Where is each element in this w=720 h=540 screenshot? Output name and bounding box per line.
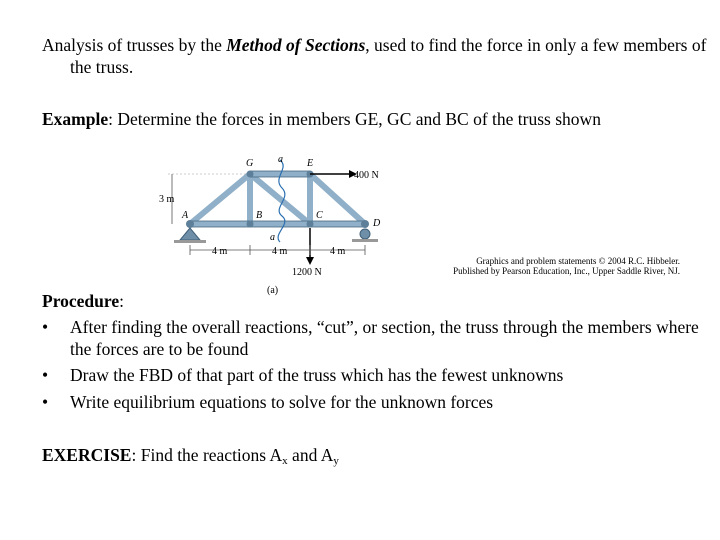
joint-a-dot — [186, 220, 194, 228]
bullet-marker: • — [42, 392, 49, 412]
roller-support-d — [360, 229, 370, 239]
member-ag — [190, 174, 250, 224]
label-height: 3 m — [159, 194, 175, 205]
procedure-step-text: After finding the overall reactions, “cut”, or section, the truss through the members where the forces are to be found — [70, 317, 699, 359]
intro-text-before: Analysis of trusses by the — [42, 35, 227, 55]
ground-d — [352, 239, 378, 242]
procedure-step-text: Write equilibrium equations to solve for the unknown forces — [70, 392, 494, 412]
truss-figure — [150, 150, 450, 300]
procedure-step-text: Draw the FBD of that part of the truss which has the fewest unknowns — [70, 365, 564, 385]
joint-g-dot — [247, 171, 254, 178]
label-span-left: 4 m — [212, 246, 228, 257]
exercise-text: : Find the reactions A — [131, 445, 283, 465]
bullet-marker: • — [42, 365, 49, 385]
label-a: A — [182, 210, 189, 221]
figure-caption: (a) — [267, 285, 279, 296]
label-400n: 400 N — [354, 170, 379, 181]
procedure-heading — [42, 290, 692, 312]
joint-d-dot — [361, 220, 369, 228]
method-of-sections-term: Method of Sections — [226, 35, 366, 55]
pin-support-a — [180, 228, 200, 240]
example-paragraph — [42, 108, 720, 130]
subscript-x: x — [282, 455, 288, 467]
bullet-marker: • — [42, 317, 49, 337]
ground-a — [174, 240, 206, 243]
procedure-step — [42, 391, 710, 413]
label-d: D — [373, 218, 381, 229]
label-c: C — [316, 210, 323, 221]
label-span-right: 4 m — [330, 246, 346, 257]
joint-c-dot — [307, 221, 314, 228]
label-1200n: 1200 N — [292, 267, 322, 278]
image-credit: Graphics and problem statements © 2004 R.C. Hibbeler. Published by Pearson Education, Inc., Upper Saddle River, NJ. — [453, 256, 680, 276]
intro-text-after: , used to find the force in only a few members of the truss. — [70, 35, 707, 77]
label-section-top: a — [278, 154, 283, 165]
procedure-step — [42, 316, 710, 360]
procedure-title: Procedure — [42, 291, 120, 311]
example-text: : Determine the forces in members GE, GC and BC of the truss shown — [108, 109, 601, 129]
intro-paragraph — [42, 34, 720, 78]
exercise-and: and A — [287, 445, 334, 465]
truss-members — [190, 174, 365, 224]
label-b: B — [256, 210, 263, 221]
exercise-label: EXERCISE — [42, 445, 132, 465]
procedure-step — [42, 364, 710, 386]
exercise-paragraph — [42, 444, 692, 466]
label-span-mid: 4 m — [272, 246, 288, 257]
label-section-bottom: a — [270, 232, 275, 243]
subscript-y: y — [333, 455, 339, 467]
label-e: E — [307, 158, 314, 169]
joint-b-dot — [247, 221, 254, 228]
procedure-colon: : — [119, 291, 124, 311]
label-g: G — [246, 158, 254, 169]
example-label: Example — [42, 109, 109, 129]
